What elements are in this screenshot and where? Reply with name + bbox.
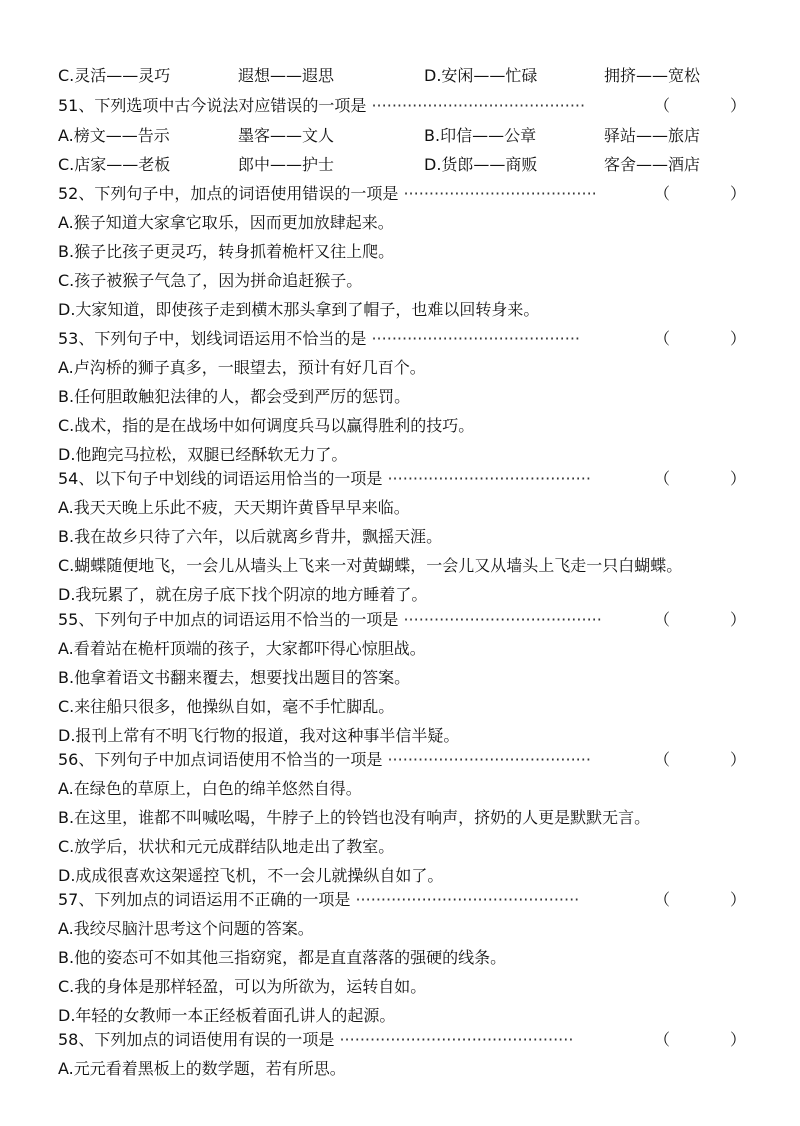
option-text: C.店家——老板: [58, 155, 171, 174]
question-text: 57、下列加点的词语运用不正确的一项是: [58, 890, 351, 909]
option-line: B.猴子比孩子更灵巧，转身抓着桅杆又往上爬。: [58, 242, 395, 261]
question-55: [58, 606, 760, 634]
option-row: [58, 122, 760, 150]
option-text: 驿站——旅店: [604, 126, 701, 145]
option-line: B.任何胆敢触犯法律的人，都会受到严厉的惩罚。: [58, 387, 411, 406]
option-text: D.货郎——商贩: [424, 155, 538, 174]
option-text: D.安闲——忙碌: [424, 66, 538, 85]
option-text: 遐想——遐思: [238, 66, 335, 85]
question-text: 54、以下句子中划线的词语运用恰当的一项是: [58, 469, 383, 488]
option-line: A.我天天晚上乐此不疲，天天期许黄昏早早来临。: [58, 498, 410, 517]
question-54: [58, 465, 760, 493]
option-line: B.他的姿态可不如其他三指窈窕，都是直直落落的强硬的线条。: [58, 948, 507, 967]
option-text: A.榜文——告示: [58, 126, 170, 145]
option-line: A.卢沟桥的狮子真多，一眼望去，预计有好几百个。: [58, 358, 426, 377]
option-row: [58, 62, 760, 90]
option-line: B.他拿着语文书翻来覆去，想要找出题目的答案。: [58, 668, 411, 687]
answer-paren-close: ）: [730, 890, 747, 909]
leader-dots: ··············································: [339, 1030, 574, 1049]
answer-paren-close: ）: [730, 184, 747, 203]
answer-paren-open: （: [654, 96, 671, 115]
question-53: [58, 325, 760, 353]
leader-dots: ········································: [387, 469, 591, 488]
option-line: B.在这里，谁都不叫喊吆喝，牛脖子上的铃铛也没有响声，挤奶的人更是默默无言。: [58, 808, 651, 827]
option-line: C.战术，指的是在战场中如何调度兵马以赢得胜利的技巧。: [58, 416, 475, 435]
question-52: [58, 180, 760, 208]
answer-paren-open: （: [654, 1030, 671, 1049]
answer-paren-close: ）: [730, 610, 747, 629]
option-line: A.在绿色的草原上，白色的绵羊悠然自得。: [58, 779, 362, 798]
answer-paren-close: ）: [730, 750, 747, 769]
leader-dots: ········································: [387, 750, 591, 769]
option-line: D.大家知道，即使孩子走到横木那头拿到了帽子，也难以回转身来。: [58, 300, 540, 319]
option-line: B.我在故乡只待了六年，以后就离乡背井，飘摇天涯。: [58, 527, 443, 546]
answer-paren-open: （: [654, 610, 671, 629]
answer-paren-close: ）: [730, 1030, 747, 1049]
option-row: [58, 151, 760, 179]
option-line: C.放学后，状状和元元成群结队地走出了教室。: [58, 837, 395, 856]
leader-dots: ·······································: [403, 610, 602, 629]
option-line: A.元元看着黑板上的数学题，若有所思。: [58, 1059, 346, 1078]
leader-dots: ··········································: [371, 96, 586, 115]
answer-paren-open: （: [654, 329, 671, 348]
question-text: 56、下列句子中加点词语使用不恰当的一项是: [58, 750, 383, 769]
option-line: D.他跑完马拉松，双腿已经酥软无力了。: [58, 445, 348, 464]
question-text: 53、下列句子中，划线词语运用不恰当的是: [58, 329, 367, 348]
answer-paren-open: （: [654, 750, 671, 769]
option-line: D.报刊上常有不明飞行物的报道，我对这种事半信半疑。: [58, 726, 460, 745]
leader-dots: ·········································: [371, 329, 580, 348]
option-text: 墨客——文人: [238, 126, 335, 145]
option-line: C.来往船只很多，他操纵自如，毫不手忙脚乱。: [58, 697, 395, 716]
option-line: D.我玩累了，就在房子底下找个阴凉的地方睡着了。: [58, 585, 428, 604]
answer-paren-close: ）: [730, 329, 747, 348]
option-line: C.孩子被猴子气急了，因为拼命追赶猴子。: [58, 271, 363, 290]
question-text: 52、下列句子中，加点的词语使用错误的一项是: [58, 184, 399, 203]
question-56: [58, 746, 760, 774]
answer-paren-open: （: [654, 184, 671, 203]
option-text: 郎中——护士: [238, 155, 335, 174]
option-line: C.蝴蝶随便地飞，一会儿从墙头上飞来一对黄蝴蝶，一会儿又从墙头上飞走一只白蝴蝶。: [58, 556, 683, 575]
leader-dots: ······································: [403, 184, 597, 203]
question-57: [58, 886, 760, 914]
question-51: [58, 92, 760, 120]
question-58: [58, 1026, 760, 1054]
option-line: C.我的身体是那样轻盈，可以为所欲为，运转自如。: [58, 977, 427, 996]
option-text: B.印信——公章: [424, 126, 537, 145]
answer-paren-close: ）: [730, 469, 747, 488]
question-text: 55、下列句子中加点的词语运用不恰当的一项是: [58, 610, 399, 629]
option-line: A.看着站在桅杆顶端的孩子，大家都吓得心惊胆战。: [58, 639, 426, 658]
option-line: D.成成很喜欢这架遥控飞机，不一会儿就操纵自如了。: [58, 866, 444, 885]
option-text: 拥挤——宽松: [604, 66, 701, 85]
option-text: C.灵活——灵巧: [58, 66, 171, 85]
option-text: 客舍——酒店: [604, 155, 701, 174]
option-line: A.我绞尽脑汁思考这个问题的答案。: [58, 919, 314, 938]
question-text: 58、下列加点的词语使用有误的一项是: [58, 1030, 335, 1049]
option-line: D.年轻的女教师一本正经板着面孔讲人的起源。: [58, 1006, 396, 1025]
question-text: 51、下列选项中古今说法对应错误的一项是: [58, 96, 367, 115]
answer-paren-open: （: [654, 890, 671, 909]
answer-paren-open: （: [654, 469, 671, 488]
option-line: A.猴子知道大家拿它取乐，因而更加放肆起来。: [58, 213, 394, 232]
answer-paren-close: ）: [730, 96, 747, 115]
leader-dots: ············································: [355, 890, 580, 909]
